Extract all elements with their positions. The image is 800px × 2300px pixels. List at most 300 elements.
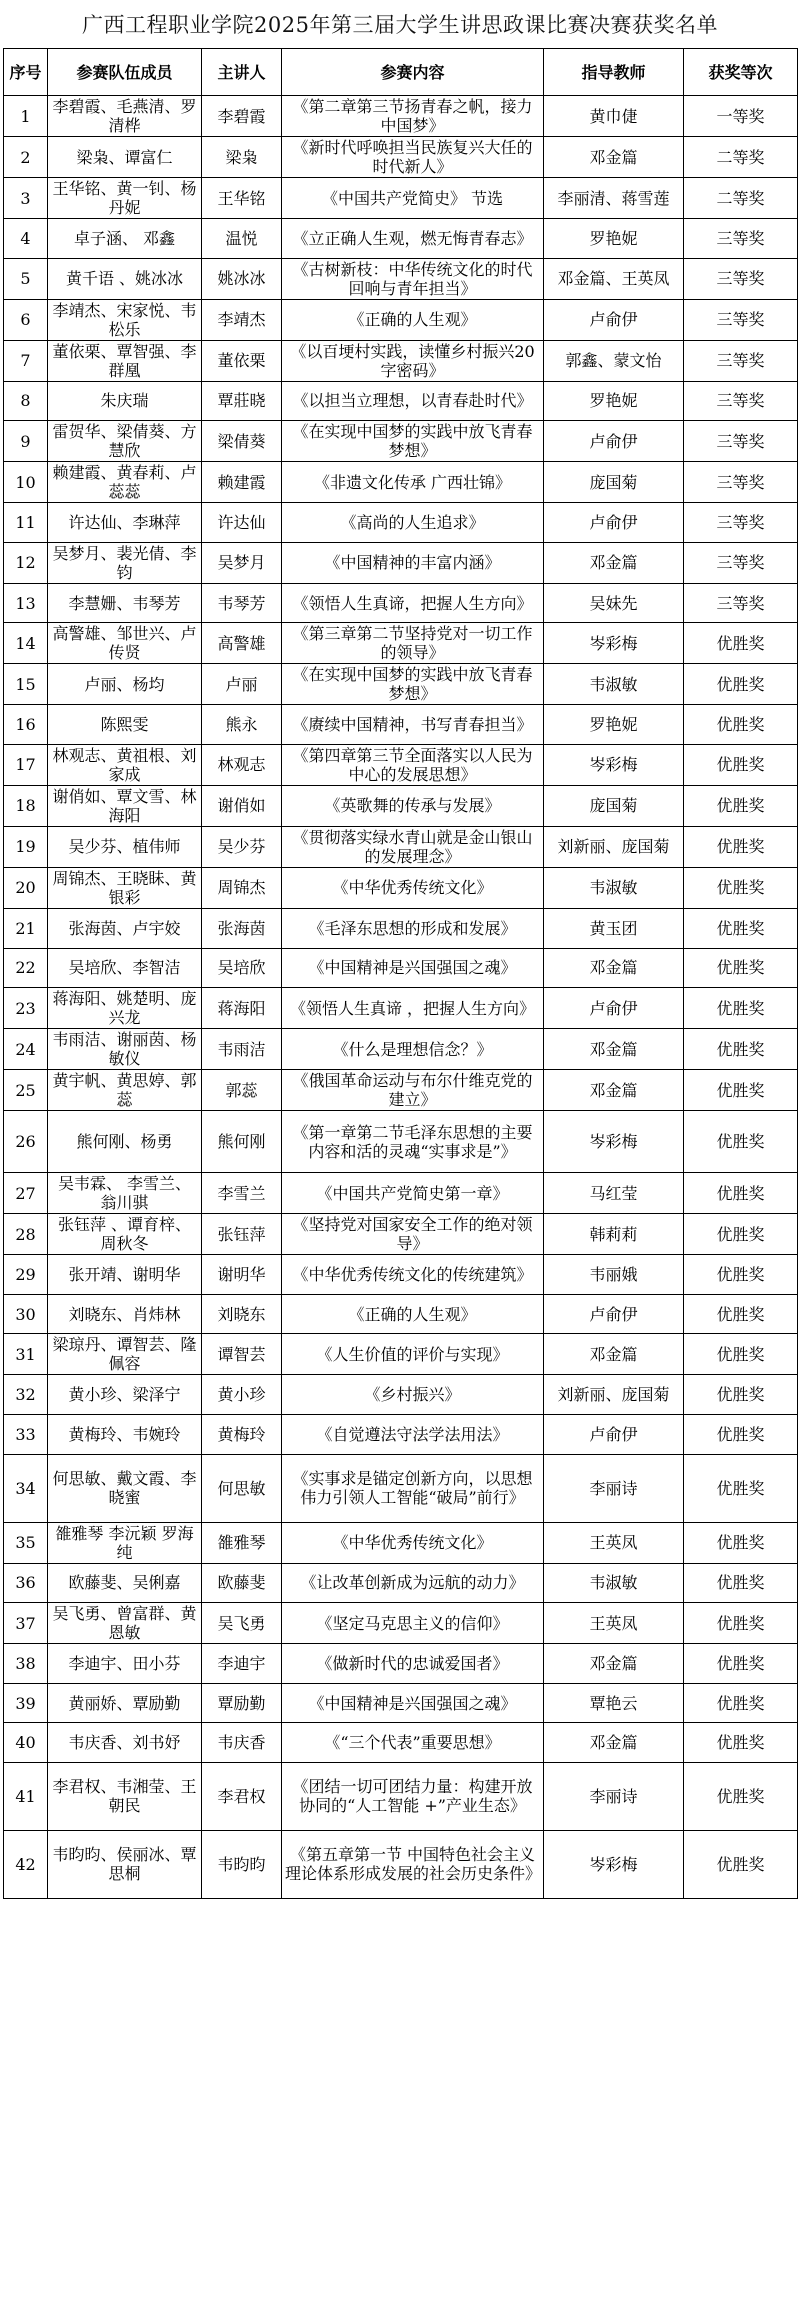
cell-speaker: 高警雄 (202, 623, 282, 664)
cell-award: 优胜奖 (684, 1723, 798, 1763)
cell-speaker: 吴飞勇 (202, 1603, 282, 1644)
cell-topic: 《中华优秀传统文化》 (282, 1522, 544, 1563)
table-row (4, 1214, 798, 1255)
cell-award: 三等奖 (684, 299, 798, 340)
cell-award: 三等奖 (684, 542, 798, 583)
cell-advisor: 黄玉团 (544, 908, 684, 948)
cell-no: 17 (4, 744, 48, 785)
table-row (4, 1173, 798, 1214)
table-row (4, 1830, 798, 1898)
cell-award: 三等奖 (684, 219, 798, 259)
cell-award: 优胜奖 (684, 1563, 798, 1603)
cell-award: 三等奖 (684, 381, 798, 421)
cell-topic: 《人生价值的评价与实现》 (282, 1334, 544, 1375)
cell-speaker: 赖建霞 (202, 462, 282, 503)
cell-speaker: 何思敏 (202, 1454, 282, 1522)
cell-advisor: 李丽诗 (544, 1762, 684, 1830)
cell-topic: 《在实现中国梦的实践中放飞青春梦想》 (282, 421, 544, 462)
cell-team: 李君权、韦湘莹、王朝民 (48, 1762, 202, 1830)
cell-advisor: 罗艳妮 (544, 219, 684, 259)
table-row (4, 948, 798, 988)
cell-advisor: 邓金篇、王英凤 (544, 258, 684, 299)
cell-topic: 《立正确人生观，燃无悔青春志》 (282, 219, 544, 259)
cell-award: 优胜奖 (684, 1683, 798, 1723)
cell-no: 21 (4, 908, 48, 948)
cell-advisor: 王英凤 (544, 1603, 684, 1644)
cell-no: 10 (4, 462, 48, 503)
cell-topic: 《第三章第二节坚持党对一切工作的领导》 (282, 623, 544, 664)
cell-advisor: 罗艳妮 (544, 705, 684, 745)
cell-speaker: 黄梅玲 (202, 1414, 282, 1454)
cell-award: 优胜奖 (684, 1454, 798, 1522)
cell-no: 9 (4, 421, 48, 462)
cell-advisor: 马红莹 (544, 1173, 684, 1214)
cell-advisor: 卢俞伊 (544, 299, 684, 340)
cell-advisor: 邓金篇 (544, 1644, 684, 1684)
table-row (4, 623, 798, 664)
cell-team: 韦雨洁、谢丽茵、杨敏仪 (48, 1029, 202, 1070)
cell-topic: 《古树新枝：中华传统文化的时代回响与青年担当》 (282, 258, 544, 299)
table-row (4, 1454, 798, 1522)
cell-speaker: 韦庆香 (202, 1723, 282, 1763)
cell-topic: 《乡村振兴》 (282, 1375, 544, 1415)
cell-speaker: 许达仙 (202, 503, 282, 543)
cell-team: 吴飞勇、曾富群、黄恩敏 (48, 1603, 202, 1644)
cell-advisor: 韦淑敏 (544, 867, 684, 908)
cell-topic: 《新时代呼唤担当民族复兴大任的时代新人》 (282, 137, 544, 178)
cell-speaker: 吴培欣 (202, 948, 282, 988)
cell-award: 三等奖 (684, 583, 798, 623)
cell-advisor: 邓金篇 (544, 137, 684, 178)
cell-speaker: 韦雨洁 (202, 1029, 282, 1070)
cell-team: 李靖杰、宋家悦、韦松乐 (48, 299, 202, 340)
cell-advisor: 韦淑敏 (544, 1563, 684, 1603)
cell-topic: 《第五章第一节 中国特色社会主义理论体系形成发展的社会历史条件》 (282, 1830, 544, 1898)
table-row (4, 1294, 798, 1334)
cell-no: 16 (4, 705, 48, 745)
cell-speaker: 刘晓东 (202, 1294, 282, 1334)
cell-team: 陈熙雯 (48, 705, 202, 745)
header-advisor: 指导教师 (544, 49, 684, 96)
cell-advisor: 韩莉莉 (544, 1214, 684, 1255)
cell-speaker: 蒋海阳 (202, 988, 282, 1029)
cell-topic: 《高尚的人生追求》 (282, 503, 544, 543)
cell-team: 何思敏、戴文霞、李晓蜜 (48, 1454, 202, 1522)
table-row (4, 137, 798, 178)
cell-award: 优胜奖 (684, 1414, 798, 1454)
cell-topic: 《做新时代的忠诚爱国者》 (282, 1644, 544, 1684)
cell-team: 黄丽娇、覃励勤 (48, 1683, 202, 1723)
cell-award: 优胜奖 (684, 826, 798, 867)
table-row (4, 1414, 798, 1454)
table-row (4, 1111, 798, 1173)
cell-advisor: 郭鑫、蒙文怡 (544, 340, 684, 381)
cell-advisor: 邓金篇 (544, 1723, 684, 1763)
cell-team: 林观志、黄祖根、刘家成 (48, 744, 202, 785)
cell-award: 优胜奖 (684, 1603, 798, 1644)
cell-team: 吴少芬、植伟师 (48, 826, 202, 867)
cell-advisor: 黄巾倢 (544, 96, 684, 137)
table-row (4, 908, 798, 948)
cell-team: 谢俏如、覃文雪、林海阳 (48, 785, 202, 826)
cell-speaker: 雒雅琴 (202, 1522, 282, 1563)
table-row (4, 744, 798, 785)
cell-award: 优胜奖 (684, 1070, 798, 1111)
cell-award: 优胜奖 (684, 1214, 798, 1255)
cell-award: 优胜奖 (684, 1255, 798, 1295)
cell-no: 19 (4, 826, 48, 867)
cell-no: 23 (4, 988, 48, 1029)
cell-team: 卢丽、杨均 (48, 664, 202, 705)
cell-no: 7 (4, 340, 48, 381)
cell-award: 优胜奖 (684, 1173, 798, 1214)
cell-team: 董依栗、覃智强、李群凰 (48, 340, 202, 381)
cell-no: 38 (4, 1644, 48, 1684)
cell-team: 吴梦月、裴光倩、李钧 (48, 542, 202, 583)
cell-topic: 《第四章第三节全面落实以人民为中心的发展思想》 (282, 744, 544, 785)
cell-award: 三等奖 (684, 503, 798, 543)
cell-topic: 《英歌舞的传承与发展》 (282, 785, 544, 826)
cell-team: 吴韦霖、 李雪兰、 翁川骐 (48, 1173, 202, 1214)
cell-no: 32 (4, 1375, 48, 1415)
table-row (4, 1522, 798, 1563)
cell-no: 12 (4, 542, 48, 583)
header-team: 参赛队伍成员 (48, 49, 202, 96)
table-row (4, 1563, 798, 1603)
cell-advisor: 卢俞伊 (544, 1294, 684, 1334)
cell-team: 李慧姗、韦琴芳 (48, 583, 202, 623)
cell-topic: 《领悟人生真谛 ，把握人生方向》 (282, 988, 544, 1029)
cell-award: 优胜奖 (684, 664, 798, 705)
table-row (4, 1723, 798, 1763)
table-row (4, 664, 798, 705)
table-row (4, 96, 798, 137)
cell-award: 三等奖 (684, 258, 798, 299)
table-row (4, 462, 798, 503)
table-row (4, 1029, 798, 1070)
cell-team: 蒋海阳、姚楚明、庞兴龙 (48, 988, 202, 1029)
cell-no: 4 (4, 219, 48, 259)
cell-topic: 《在实现中国梦的实践中放飞青春梦想》 (282, 664, 544, 705)
cell-speaker: 谢俏如 (202, 785, 282, 826)
table-row (4, 705, 798, 745)
cell-team: 欧藤斐、吴俐嘉 (48, 1563, 202, 1603)
cell-speaker: 张钰萍 (202, 1214, 282, 1255)
cell-advisor: 刘新丽、庞国菊 (544, 826, 684, 867)
cell-speaker: 郭蕊 (202, 1070, 282, 1111)
cell-team: 黄千语 、姚冰冰 (48, 258, 202, 299)
cell-topic: 《自觉遵法守法学法用法》 (282, 1414, 544, 1454)
cell-advisor: 卢俞伊 (544, 988, 684, 1029)
cell-advisor: 岑彩梅 (544, 1830, 684, 1898)
cell-speaker: 李碧霞 (202, 96, 282, 137)
table-row (4, 826, 798, 867)
cell-speaker: 覃莊晓 (202, 381, 282, 421)
cell-team: 雒雅琴 李沅颖 罗海纯 (48, 1522, 202, 1563)
cell-no: 34 (4, 1454, 48, 1522)
cell-topic: 《实事求是锚定创新方向，以思想伟力引领人工智能“破局”前行》 (282, 1454, 544, 1522)
cell-speaker: 欧藤斐 (202, 1563, 282, 1603)
cell-advisor: 庞国菊 (544, 462, 684, 503)
cell-advisor: 卢俞伊 (544, 503, 684, 543)
table-row (4, 1603, 798, 1644)
cell-no: 33 (4, 1414, 48, 1454)
cell-team: 李迪宇、田小芬 (48, 1644, 202, 1684)
cell-speaker: 姚冰冰 (202, 258, 282, 299)
cell-award: 优胜奖 (684, 1644, 798, 1684)
cell-advisor: 覃艳云 (544, 1683, 684, 1723)
cell-topic: 《什么是理想信念？》 (282, 1029, 544, 1070)
cell-speaker: 梁倩葵 (202, 421, 282, 462)
cell-advisor: 邓金篇 (544, 1070, 684, 1111)
cell-advisor: 卢俞伊 (544, 1414, 684, 1454)
header-speaker: 主讲人 (202, 49, 282, 96)
cell-award: 优胜奖 (684, 744, 798, 785)
cell-team: 卓子涵、 邓鑫 (48, 219, 202, 259)
cell-team: 梁琼丹、谭智芸、隆佩容 (48, 1334, 202, 1375)
cell-no: 42 (4, 1830, 48, 1898)
cell-speaker: 温悦 (202, 219, 282, 259)
cell-award: 优胜奖 (684, 908, 798, 948)
cell-advisor: 邓金篇 (544, 1334, 684, 1375)
cell-no: 26 (4, 1111, 48, 1173)
cell-speaker: 谢明华 (202, 1255, 282, 1295)
cell-advisor: 庞国菊 (544, 785, 684, 826)
cell-topic: 《以百埂村实践，读懂乡村振兴20字密码》 (282, 340, 544, 381)
cell-team: 张海茵、卢宇姣 (48, 908, 202, 948)
table-row (4, 583, 798, 623)
cell-speaker: 韦琴芳 (202, 583, 282, 623)
cell-team: 梁枭、谭富仁 (48, 137, 202, 178)
cell-speaker: 董依栗 (202, 340, 282, 381)
cell-advisor: 韦淑敏 (544, 664, 684, 705)
cell-topic: 《中国精神是兴国强国之魂》 (282, 1683, 544, 1723)
cell-topic: 《中国精神是兴国强国之魂》 (282, 948, 544, 988)
cell-team: 吴培欣、李智洁 (48, 948, 202, 988)
cell-award: 优胜奖 (684, 623, 798, 664)
cell-no: 41 (4, 1762, 48, 1830)
cell-speaker: 张海茵 (202, 908, 282, 948)
cell-team: 张钰萍 、谭育梓、周秋冬 (48, 1214, 202, 1255)
cell-no: 37 (4, 1603, 48, 1644)
cell-no: 25 (4, 1070, 48, 1111)
cell-topic: 《中国共产党简史第一章》 (282, 1173, 544, 1214)
cell-speaker: 吴梦月 (202, 542, 282, 583)
table-row (4, 988, 798, 1029)
cell-topic: 《赓续中国精神，书写青春担当》 (282, 705, 544, 745)
cell-advisor: 邓金篇 (544, 1029, 684, 1070)
cell-topic: 《第二章第三节扬青春之帆，接力中国梦》 (282, 96, 544, 137)
cell-speaker: 周锦杰 (202, 867, 282, 908)
table-row (4, 299, 798, 340)
header-award: 获奖等次 (684, 49, 798, 96)
cell-speaker: 李雪兰 (202, 1173, 282, 1214)
cell-no: 20 (4, 867, 48, 908)
cell-topic: 《团结一切可团结力量：构建开放协同的“人工智能 +”产业生态》 (282, 1762, 544, 1830)
cell-advisor: 岑彩梅 (544, 1111, 684, 1173)
cell-advisor: 李丽清、蒋雪莲 (544, 178, 684, 219)
table-row (4, 340, 798, 381)
cell-team: 朱庆瑞 (48, 381, 202, 421)
cell-speaker: 熊何刚 (202, 1111, 282, 1173)
cell-speaker: 李迪宇 (202, 1644, 282, 1684)
cell-no: 24 (4, 1029, 48, 1070)
cell-topic: 《中华优秀传统文化的传统建筑》 (282, 1255, 544, 1295)
table-row (4, 503, 798, 543)
cell-advisor: 岑彩梅 (544, 623, 684, 664)
cell-advisor: 罗艳妮 (544, 381, 684, 421)
cell-no: 35 (4, 1522, 48, 1563)
cell-topic: 《中国精神的丰富内涵》 (282, 542, 544, 583)
cell-speaker: 李靖杰 (202, 299, 282, 340)
cell-team: 熊何刚、杨勇 (48, 1111, 202, 1173)
cell-no: 11 (4, 503, 48, 543)
cell-team: 许达仙、李琳萍 (48, 503, 202, 543)
cell-team: 刘晓东、肖炜林 (48, 1294, 202, 1334)
cell-no: 40 (4, 1723, 48, 1763)
cell-topic: 《毛泽东思想的形成和发展》 (282, 908, 544, 948)
cell-no: 15 (4, 664, 48, 705)
cell-topic: 《坚持党对国家安全工作的绝对领导》 (282, 1214, 544, 1255)
cell-award: 二等奖 (684, 178, 798, 219)
cell-speaker: 韦昀昀 (202, 1830, 282, 1898)
cell-team: 高警雄、邹世兴、卢传贤 (48, 623, 202, 664)
cell-topic: 《以担当立理想，以青春赴时代》 (282, 381, 544, 421)
cell-award: 优胜奖 (684, 1522, 798, 1563)
table-row (4, 1375, 798, 1415)
table-row (4, 1762, 798, 1830)
cell-award: 三等奖 (684, 421, 798, 462)
cell-speaker: 吴少芬 (202, 826, 282, 867)
cell-no: 36 (4, 1563, 48, 1603)
cell-award: 一等奖 (684, 96, 798, 137)
cell-speaker: 熊永 (202, 705, 282, 745)
cell-topic: 《让改革创新成为远航的动力》 (282, 1563, 544, 1603)
cell-topic: 《中国共产党简史》 节选 (282, 178, 544, 219)
cell-no: 13 (4, 583, 48, 623)
table-row (4, 1070, 798, 1111)
cell-advisor: 刘新丽、庞国菊 (544, 1375, 684, 1415)
cell-advisor: 岑彩梅 (544, 744, 684, 785)
cell-advisor: 李丽诗 (544, 1454, 684, 1522)
cell-topic: 《中华优秀传统文化》 (282, 867, 544, 908)
cell-topic: 《正确的人生观》 (282, 299, 544, 340)
table-body (4, 96, 798, 1899)
cell-topic: 《“三个代表”重要思想》 (282, 1723, 544, 1763)
cell-no: 22 (4, 948, 48, 988)
cell-team: 韦昀昀、侯丽冰、覃思桐 (48, 1830, 202, 1898)
cell-team: 张开靖、谢明华 (48, 1255, 202, 1295)
cell-team: 王华铭、黄一钊、杨丹妮 (48, 178, 202, 219)
cell-award: 优胜奖 (684, 1029, 798, 1070)
table-row (4, 1255, 798, 1295)
cell-advisor: 吴妹先 (544, 583, 684, 623)
cell-advisor: 韦丽娥 (544, 1255, 684, 1295)
cell-advisor: 卢俞伊 (544, 421, 684, 462)
cell-no: 8 (4, 381, 48, 421)
cell-no: 30 (4, 1294, 48, 1334)
cell-award: 优胜奖 (684, 1334, 798, 1375)
cell-topic: 《非遗文化传承 广西壮锦》 (282, 462, 544, 503)
cell-no: 18 (4, 785, 48, 826)
cell-award: 优胜奖 (684, 867, 798, 908)
table-row (4, 381, 798, 421)
cell-award: 优胜奖 (684, 948, 798, 988)
table-row (4, 1683, 798, 1723)
cell-topic: 《贯彻落实绿水青山就是金山银山的发展理念》 (282, 826, 544, 867)
table-row (4, 178, 798, 219)
cell-no: 3 (4, 178, 48, 219)
cell-topic: 《坚定马克思主义的信仰》 (282, 1603, 544, 1644)
table-header-row (4, 49, 798, 96)
cell-no: 2 (4, 137, 48, 178)
cell-speaker: 覃励勤 (202, 1683, 282, 1723)
cell-no: 14 (4, 623, 48, 664)
cell-speaker: 黄小珍 (202, 1375, 282, 1415)
cell-team: 周锦杰、王晓眛、黄银彩 (48, 867, 202, 908)
table-row (4, 867, 798, 908)
award-table (3, 48, 798, 1899)
cell-speaker: 王华铭 (202, 178, 282, 219)
cell-no: 31 (4, 1334, 48, 1375)
cell-topic: 《第一章第二节毛泽东思想的主要内容和活的灵魂“实事求是”》 (282, 1111, 544, 1173)
table-row (4, 785, 798, 826)
cell-speaker: 梁枭 (202, 137, 282, 178)
cell-award: 优胜奖 (684, 785, 798, 826)
cell-award: 三等奖 (684, 462, 798, 503)
table-row (4, 219, 798, 259)
cell-topic: 《领悟人生真谛，把握人生方向》 (282, 583, 544, 623)
cell-award: 优胜奖 (684, 1375, 798, 1415)
cell-no: 29 (4, 1255, 48, 1295)
cell-award: 优胜奖 (684, 1111, 798, 1173)
cell-no: 39 (4, 1683, 48, 1723)
cell-no: 28 (4, 1214, 48, 1255)
cell-speaker: 林观志 (202, 744, 282, 785)
cell-award: 优胜奖 (684, 988, 798, 1029)
cell-team: 黄梅玲、韦婉玲 (48, 1414, 202, 1454)
page-title: 广西工程职业学院2025年第三届大学生讲思政课比赛决赛获奖名单 (82, 13, 718, 37)
cell-team: 雷贺华、梁倩葵、方慧欣 (48, 421, 202, 462)
header-no: 序号 (4, 49, 48, 96)
cell-no: 6 (4, 299, 48, 340)
cell-team: 李碧霞、毛燕清、罗清桦 (48, 96, 202, 137)
cell-award: 优胜奖 (684, 705, 798, 745)
table-row (4, 1334, 798, 1375)
cell-award: 优胜奖 (684, 1830, 798, 1898)
header-topic: 参赛内容 (282, 49, 544, 96)
cell-team: 黄小珍、梁泽宁 (48, 1375, 202, 1415)
cell-advisor: 邓金篇 (544, 948, 684, 988)
cell-team: 赖建霞、黄春莉、卢蕊蕊 (48, 462, 202, 503)
cell-team: 韦庆香、刘书妤 (48, 1723, 202, 1763)
cell-award: 优胜奖 (684, 1762, 798, 1830)
cell-topic: 《俄国革命运动与布尔什维克党的建立》 (282, 1070, 544, 1111)
cell-no: 5 (4, 258, 48, 299)
cell-advisor: 王英凤 (544, 1522, 684, 1563)
cell-team: 黄宇帆、黄思婷、郭蕊 (48, 1070, 202, 1111)
table-row (4, 258, 798, 299)
cell-speaker: 谭智芸 (202, 1334, 282, 1375)
cell-topic: 《正确的人生观》 (282, 1294, 544, 1334)
table-row (4, 421, 798, 462)
cell-award: 三等奖 (684, 340, 798, 381)
cell-no: 27 (4, 1173, 48, 1214)
cell-advisor: 邓金篇 (544, 542, 684, 583)
cell-award: 优胜奖 (684, 1294, 798, 1334)
table-row (4, 1644, 798, 1684)
table-row (4, 542, 798, 583)
